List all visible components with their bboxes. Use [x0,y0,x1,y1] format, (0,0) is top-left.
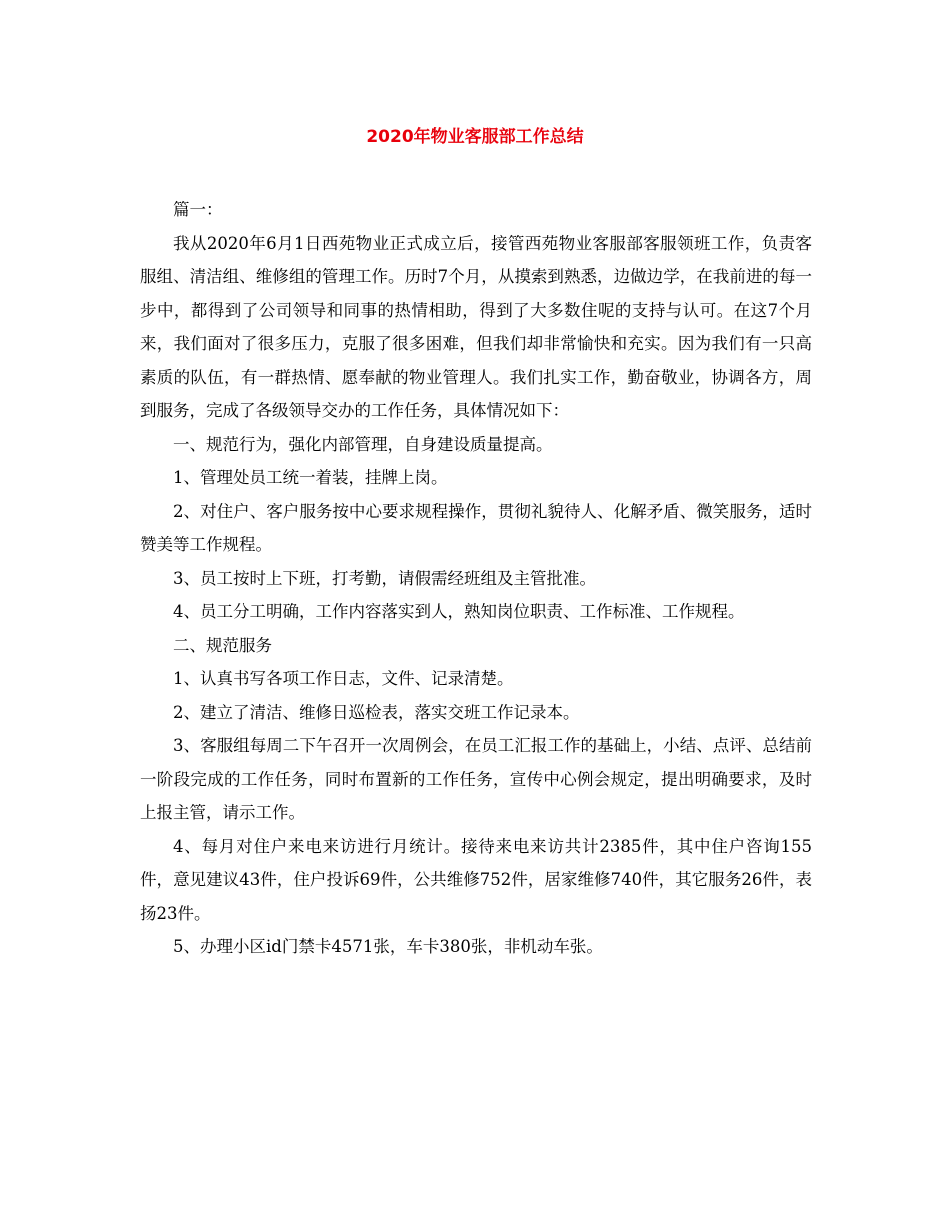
document-body [140,193,812,964]
paragraph-item: 4、员工分工明确，工作内容落实到人，熟知岗位职责、工作标准、工作规程。 [173,602,745,621]
paragraph-item: 1、管理处员工统一着装，挂牌上岗。 [173,468,448,487]
paragraph-item: 1、认真书写各项工作日志，文件、记录清楚。 [173,669,514,688]
paragraph-item: 5、办理小区id门禁卡4571张，车卡380张，非机动车张。 [173,937,603,956]
paragraph-item: 2、建立了清洁、维修日巡检表，落实交班工作记录本。 [173,702,580,722]
paragraph-item: 3、客服组每周二下午召开一次周例会，在员工汇报工作的基础上，小结、点评、总结前一阶段完成的工作任务，同时布置新的工作任务，宣传中心例会规定，提出明确要求，及时上报主管，请示工作。 [140,736,812,822]
paragraph-section-label: 篇一： [173,200,223,219]
paragraph-heading-2: 二、规范服务 [173,635,272,655]
paragraph-item: 4、每月对住户来电来访进行月统计。接待来电来访共计2385件，其中住户咨询155件，意见建议43件，住户投诉69件，公共维修752件，居家维修740件，其它服务26件，表扬23件。 [140,836,812,923]
paragraph-item: 2、对住户、客户服务按中心要求规程操作，贯彻礼貌待人、化解矛盾、微笑服务，适时赞美等工作规程。 [140,501,812,554]
paragraph-intro: 我从2020年6月1日西苑物业正式成立后，接管西苑物业客服部客服领班工作，负责客服组、清洁组、维修组的管理工作。历时7个月，从摸索到熟悉，边做边学，在我前进的每一步中，都得到了公司领导和同事的热情相助，得到了大多数住呢的支持与认可。在这7个月来，我们面对了很多压力，克服了很多困难，但我们却非常愉快和充实。因为我们有一只高素质的队伍，有一群热情、愿奉献的物业管理人。我们扎实工作，勤奋敬业，协调各方，周到服务，完成了各级领导交办的工作任务，具体情况如下： [140,233,812,420]
paragraph-heading-1: 一、规范行为，强化内部管理，自身建设质量提高。 [173,434,553,454]
paragraph-item: 3、员工按时上下班，打考勤，请假需经班组及主管批准。 [173,568,596,588]
document-title: 2020年物业客服部工作总结 [366,127,584,147]
